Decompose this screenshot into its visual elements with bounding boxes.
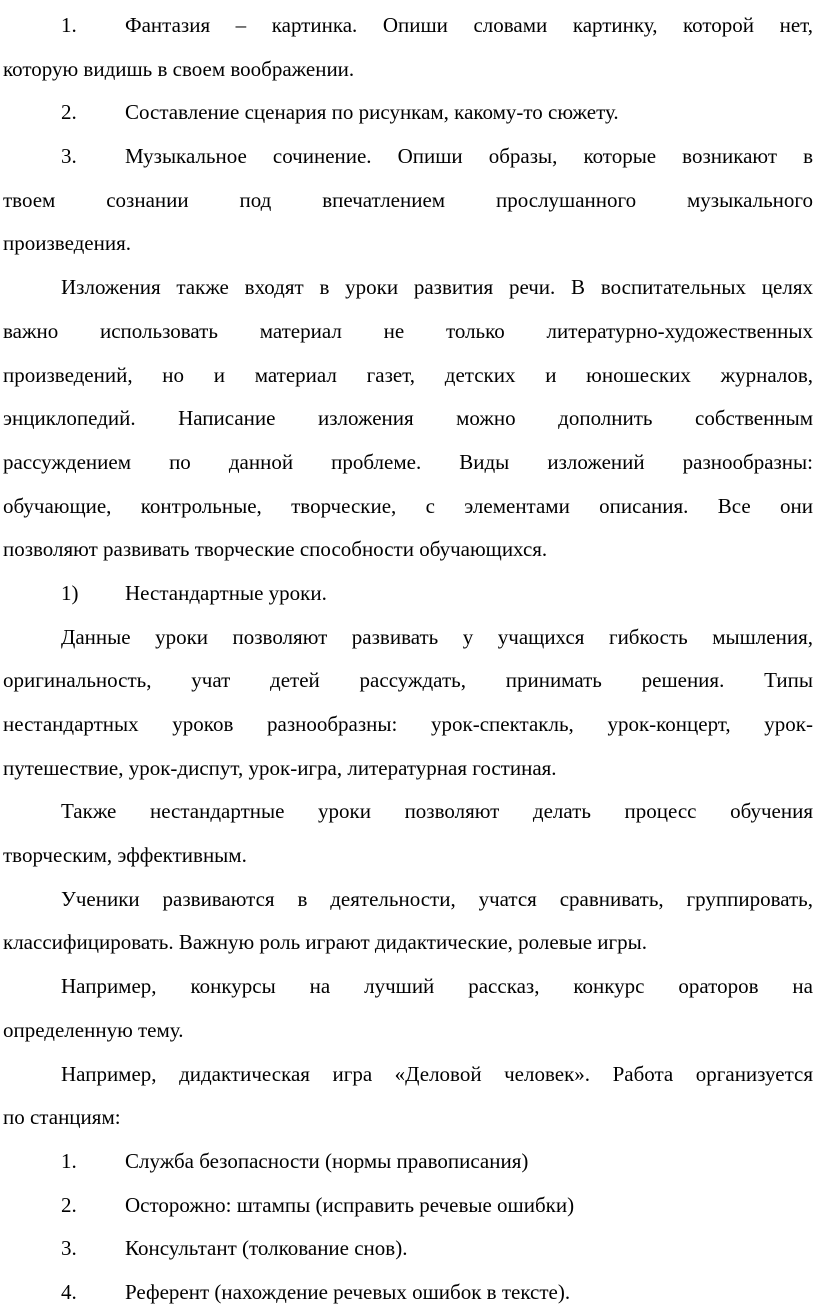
list-item: [3, 1227, 813, 1271]
list-number: 1.: [61, 1148, 77, 1173]
list-number: 4.: [61, 1279, 77, 1304]
paragraph-first-line: Данные уроки позволяют развивать у учащихся гибкость мышления,: [61, 624, 813, 649]
text-line: энциклопедий. Написание изложения можно дополнить собственным: [3, 406, 813, 431]
list-item: [3, 135, 813, 179]
list-number: 3.: [61, 144, 77, 169]
list-number: 3.: [61, 1236, 77, 1261]
list-item-text: Референт (нахождение речевых ошибок в тексте).: [125, 1279, 571, 1304]
text-line: путешествие, урок-диспут, урок-игра, литературная гостиная.: [3, 755, 557, 780]
list-item: [3, 572, 813, 616]
text-line: рассуждением по данной проблеме. Виды изложений разнообразны:: [3, 449, 813, 474]
text-line: твоем сознании под впечатлением прослушанного музыкального: [3, 187, 813, 212]
list-number: 1.: [61, 13, 77, 37]
paragraph-first-line: Например, конкурсы на лучший рассказ, конкурс ораторов на: [61, 974, 813, 999]
list-number: 2.: [61, 1192, 77, 1217]
text-line: позволяют развивать творческие способности обучающихся.: [3, 537, 548, 562]
list-item-text: Осторожно: штампы (исправить речевые ошибки): [125, 1192, 575, 1217]
paragraph-first-line: Например, дидактическая игра «Деловой человек». Работа организуется: [61, 1061, 813, 1086]
list-item: [3, 1271, 813, 1315]
list-item-text: Музыкальное сочинение. Опиши образы, которые возникают в: [125, 144, 813, 169]
list-item-text: Служба безопасности (нормы правописания): [125, 1148, 529, 1173]
text-line: классифицировать. Важную роль играют дидактические, ролевые игры.: [3, 930, 648, 955]
list-item: [3, 1140, 813, 1184]
paragraph-first-line: Изложения также входят в уроки развития речи. В воспитательных целях: [61, 275, 813, 300]
text-line: творческим, эффективным.: [3, 843, 247, 868]
text-line: определенную тему.: [3, 1017, 184, 1042]
text-line: произведения.: [3, 231, 131, 256]
text-line: обучающие, контрольные, творческие, с элементами описания. Все они: [3, 493, 813, 518]
text-line: оригинальность, учат детей рассуждать, принимать решения. Типы: [3, 668, 813, 693]
list-item-text: Составление сценария по рисункам, какому-то сюжету.: [125, 100, 619, 125]
list-item-text: Консультант (толкование снов).: [125, 1236, 408, 1261]
text-line: произведений, но и материал газет, детских и юношеских журналов,: [3, 362, 813, 387]
text-line: важно использовать материал не только литературно-художественных: [3, 318, 813, 343]
list-number: 1): [61, 580, 79, 605]
list-item-text: Фантазия – картинка. Опиши словами картинку, которой нет,: [125, 13, 813, 37]
list-item: [3, 91, 813, 135]
text-line: по станциям:: [3, 1105, 121, 1130]
list-item: [3, 4, 813, 48]
list-item-text: Нестандартные уроки.: [125, 580, 327, 605]
paragraph-first-line: Также нестандартные уроки позволяют делать процесс обучения: [61, 799, 813, 824]
paragraph-first-line: Ученики развиваются в деятельности, учатся сравнивать, группировать,: [61, 886, 813, 911]
text-line: нестандартных уроков разнообразны: урок-спектакль, урок-концерт, урок-: [3, 712, 813, 736]
text-line: которую видишь в своем воображении.: [3, 56, 355, 81]
list-item: [3, 1184, 813, 1228]
list-number: 2.: [61, 100, 77, 125]
